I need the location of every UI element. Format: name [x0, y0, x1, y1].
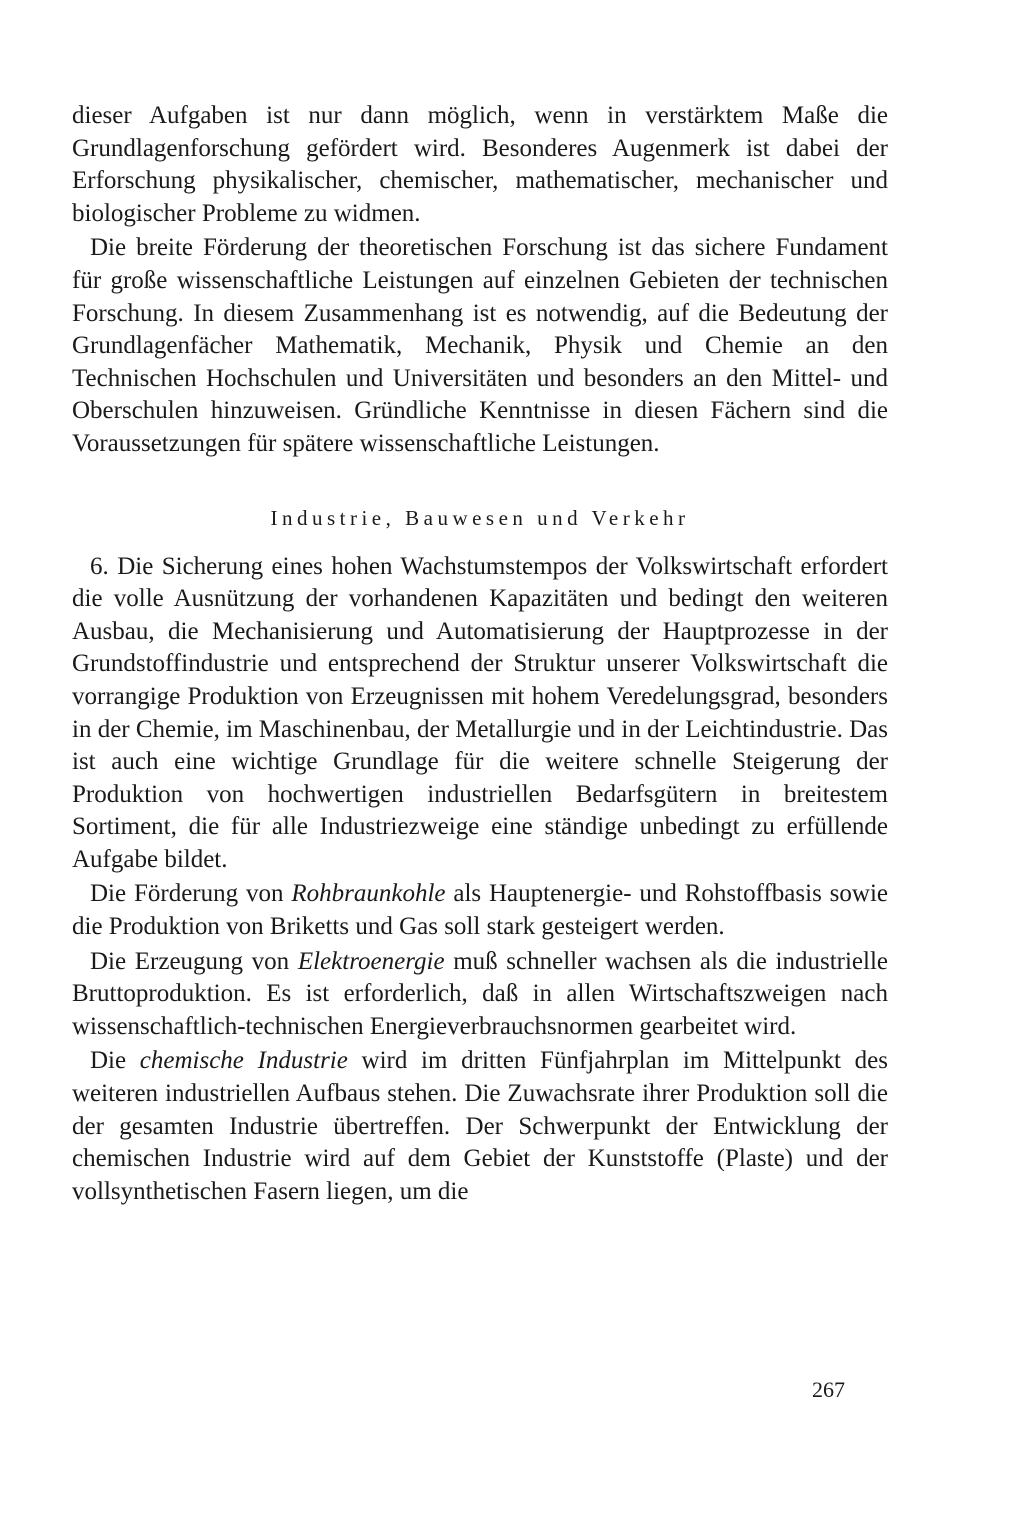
- emphasis-rohbraunkohle: Rohbraunkohle: [291, 880, 446, 908]
- text-segment: Die Erzeugung von: [90, 947, 298, 975]
- text-segment: als Hauptenergie- und Rohstoffbasis sowie die Produktion von Briketts und Gas soll stark gesteigert werden.: [72, 880, 888, 941]
- emphasis-chemische-industrie: chemische Industrie: [139, 1047, 348, 1075]
- page-number: 267: [812, 1377, 845, 1402]
- section-heading: Industrie, Bauwesen und Verkehr: [270, 505, 690, 530]
- paragraph-research-foundation: Die breite Förderung der theoretischen Forschung ist das sichere Fundament für große wissenschaftliche Leistungen auf einzelnen Gebieten der technischen Forschung. In diesem Zusammenhang ist es notwendig, auf die Bedeutung der Grundlagenfächer Mathematik, Mechanik, Physik und Chemie an den Technischen Hochschulen und Universitäten und besonders an den Mittel- und Oberschulen hinzuweisen. Gründliche Kenntnisse in diesen Fächern sind die Voraussetzungen für spätere wissenschaftliche Leistungen.: [72, 234, 888, 457]
- text-segment: Die: [90, 1047, 140, 1075]
- text-segment: muß schneller wachsen als die industrielle Bruttoproduktion. Es ist erforderlich, daß in allen Wirtschaftszweigen nach wissenschaftlich-technischen Energieverbrauchsnormen gearbeitet wird.: [72, 947, 888, 1040]
- paragraph-continuation: dieser Aufgaben ist nur dann möglich, wenn in verstärktem Maße die Grundlagenforschung gefördert wird. Besonderes Augenmerk ist dabei der Erforschung physikalischer, chemischer, mathematischer, mechanischer und biologischer Probleme zu widmen.: [72, 102, 888, 227]
- paragraph-point-6: 6. Die Sicherung eines hohen Wachstumstempos der Volkswirtschaft erfordert die volle Ausnützung der vorhandenen Kapazitäten und bedingt den weiteren Ausbau, die Mechanisierung und Automatisierung der Hauptprozesse in der Grundstoffindustrie und entsprechend der Struktur unserer Volkswirtschaft die vorrangige Produktion von Erzeugnissen mit hohem Veredelungsgrad, besonders in der Chemie, im Maschinenbau, der Metallurgie und in der Leichtindustrie. Das ist auch eine wichtige Grundlage für die weitere schnelle Steigerung der Produktion von hochwertigen industriellen Bedarfsgütern in breitestem Sortiment, die für alle Industriezweige eine ständige unbedingt zu erfüllende Aufgabe bildet.: [72, 552, 888, 873]
- paragraph-electricity: [72, 946, 888, 1044]
- paragraph-chemical-industry: [72, 1045, 888, 1208]
- text-segment: Die Förderung von: [90, 880, 292, 908]
- paragraph-lignite: [72, 878, 888, 943]
- text-segment: wird im dritten Fünfjahrplan im Mittelpunkt des weiteren industriellen Aufbaus stehen. Die Zuwachsrate ihrer Produktion soll die der gesamten Industrie übertreffen. Der Schwerpunkt der Entwicklung der chemischen Industrie wird auf dem Gebiet der Kunststoffe (Plaste) und der vollsynthetischen Fasern liegen, um die: [72, 1047, 888, 1205]
- page-body: [72, 100, 888, 1208]
- emphasis-elektroenergie: Elektroenergie: [297, 947, 445, 975]
